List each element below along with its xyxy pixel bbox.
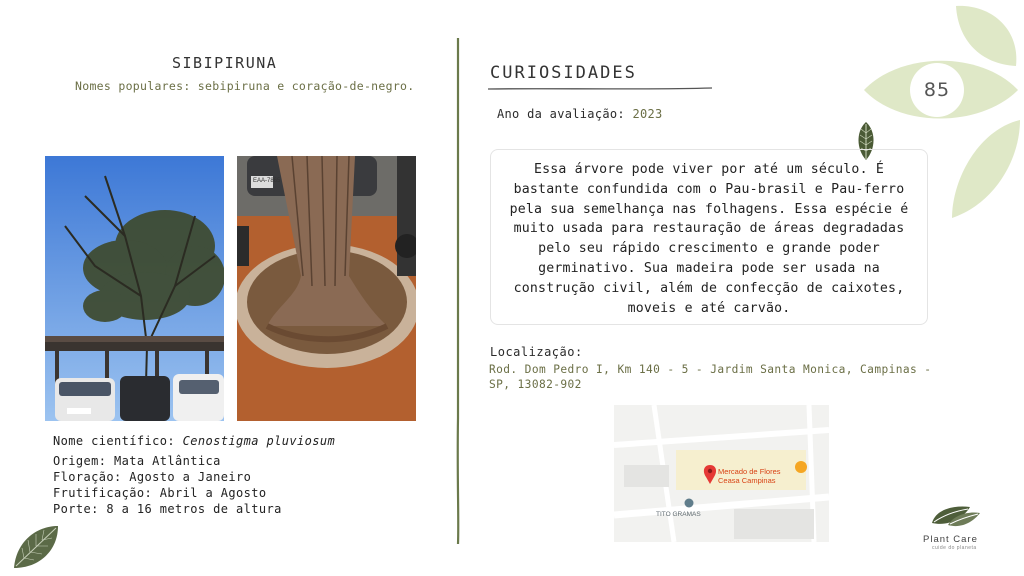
description-text: Essa árvore pode viver por até um século. É bastante confundida com o Pau-brasil e Pau-ferro pela sua semelhança nas folhagens. Essa espécie é muito usada para restauração de áreas degradadas pelo seu rápido crescimento e grande poder germinativo. Sua madeira pode ser usada na construção civil, além de confecção de caixotes, moveis e até carvão. (509, 162, 909, 316)
year-label: Ano da avaliação: (497, 107, 633, 121)
year-value: 2023 (632, 107, 663, 121)
title-underline (488, 86, 712, 92)
origin: Origem: Mata Atlântica (53, 454, 221, 468)
vertical-divider (455, 38, 461, 544)
location-map[interactable] (614, 405, 829, 542)
fruiting-period: Frutificação: Abril a Agosto (53, 486, 267, 500)
flowering-period: Floração: Agosto a Janeiro (53, 470, 252, 484)
scientific-name-line (53, 434, 335, 448)
popular-names: Nomes populares: sebipiruna e coração-de-negro. (75, 79, 415, 93)
page-number: 85 (910, 63, 964, 117)
tree-canopy-photo (45, 156, 224, 421)
map-poi-label: TITO GRAMAS (656, 511, 701, 518)
tree-trunk-photo (237, 156, 416, 421)
brand-name: Plant Care (923, 534, 978, 545)
map-place-name: Mercado de Flores (718, 467, 781, 476)
description-box (490, 149, 928, 325)
species-title: SIBIPIRUNA (172, 54, 278, 72)
evaluation-year (497, 107, 663, 121)
location-label: Localização: (490, 345, 583, 359)
plant-care-logo (930, 503, 982, 531)
scientific-label: Nome científico: (53, 434, 183, 448)
location-address: Rod. Dom Pedro I, Km 140 - 5 - Jardim Santa Monica, Campinas - SP, 13082-902 (489, 363, 932, 391)
brand-tagline: cuide do planeta (932, 545, 977, 551)
car-plate-text: EAA-7865 (253, 178, 281, 184)
tree-size: Porte: 8 a 16 metros de altura (53, 502, 282, 516)
section-title: CURIOSIDADES (490, 63, 637, 83)
scientific-name: Cenostigma pluviosum (182, 434, 336, 448)
decorative-leaf-bottom-left (10, 522, 62, 572)
map-place-subname: Ceasa Campinas (718, 476, 776, 485)
